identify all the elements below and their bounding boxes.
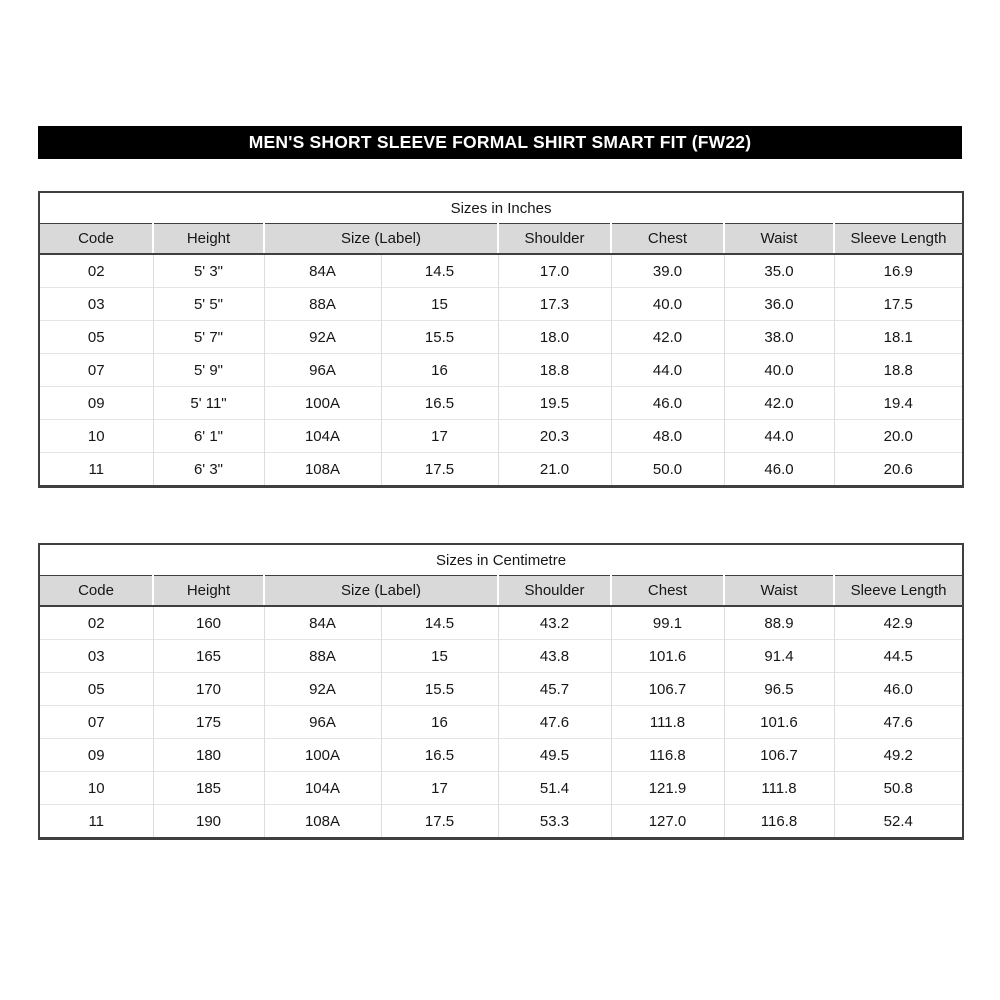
table-cell: 42.9 [834, 606, 963, 640]
page-title: MEN'S SHORT SLEEVE FORMAL SHIRT SMART FIT (FW22) [248, 132, 752, 152]
column-header-waist: Waist [724, 576, 834, 607]
table-cell: 5' 9" [153, 354, 264, 387]
table-row [39, 354, 963, 387]
table-row [39, 288, 963, 321]
table-cell: 101.6 [611, 640, 724, 673]
table-row [39, 739, 963, 772]
table-cell: 5' 11" [153, 387, 264, 420]
table-cell: 104A [264, 772, 381, 805]
column-header-sleeve-length: Sleeve Length [834, 576, 963, 607]
table-row [39, 673, 963, 706]
column-header-shoulder: Shoulder [498, 224, 611, 255]
table-cell: 88A [264, 640, 381, 673]
column-header-shoulder: Shoulder [498, 576, 611, 607]
table-cell: 44.0 [611, 354, 724, 387]
table-cell: 46.0 [724, 453, 834, 487]
column-header-code: Code [39, 224, 153, 255]
table-row [39, 772, 963, 805]
table-cell: 09 [39, 739, 153, 772]
table-cell: 17.5 [381, 453, 498, 487]
table-cell: 96A [264, 354, 381, 387]
table-row [39, 420, 963, 453]
table-cell: 17.0 [498, 254, 611, 288]
table-cell: 44.0 [724, 420, 834, 453]
table-header-row [39, 576, 963, 607]
table-cell: 52.4 [834, 805, 963, 839]
table-caption-row [39, 544, 963, 576]
table-cell: 16 [381, 354, 498, 387]
table-cell: 50.8 [834, 772, 963, 805]
table-cell: 84A [264, 254, 381, 288]
table-cell: 160 [153, 606, 264, 640]
table-row [39, 254, 963, 288]
table-cell: 100A [264, 739, 381, 772]
table-cell: 10 [39, 772, 153, 805]
title-bar [38, 126, 962, 159]
table-cell: 15.5 [381, 673, 498, 706]
table-row [39, 606, 963, 640]
table-cell: 48.0 [611, 420, 724, 453]
table-cell: 49.5 [498, 739, 611, 772]
table-cell: 175 [153, 706, 264, 739]
table-cell: 5' 3" [153, 254, 264, 288]
table-cell: 51.4 [498, 772, 611, 805]
table-row [39, 706, 963, 739]
column-header-size-label: Size (Label) [264, 576, 498, 607]
table-cell: 46.0 [834, 673, 963, 706]
table-cell: 170 [153, 673, 264, 706]
table-cell: 35.0 [724, 254, 834, 288]
column-header-sleeve-length: Sleeve Length [834, 224, 963, 255]
table-cell: 19.4 [834, 387, 963, 420]
table-cell: 19.5 [498, 387, 611, 420]
table-cell: 17.5 [381, 805, 498, 839]
table-cell: 36.0 [724, 288, 834, 321]
table-row [39, 640, 963, 673]
table-cell: 127.0 [611, 805, 724, 839]
table-cell: 185 [153, 772, 264, 805]
table-cell: 106.7 [611, 673, 724, 706]
table-cell: 84A [264, 606, 381, 640]
table-cell: 190 [153, 805, 264, 839]
table-cell: 6' 3" [153, 453, 264, 487]
table-cell: 03 [39, 640, 153, 673]
table-cell: 20.6 [834, 453, 963, 487]
column-header-height: Height [153, 576, 264, 607]
table-cell: 108A [264, 453, 381, 487]
table-cell: 18.8 [498, 354, 611, 387]
table-row [39, 453, 963, 487]
table-cell: 99.1 [611, 606, 724, 640]
table-cell: 18.8 [834, 354, 963, 387]
table-cell: 44.5 [834, 640, 963, 673]
table-caption-row [39, 192, 963, 224]
table-cell: 17.3 [498, 288, 611, 321]
table-cell: 104A [264, 420, 381, 453]
table-cell: 05 [39, 673, 153, 706]
column-header-height: Height [153, 224, 264, 255]
table-cell: 121.9 [611, 772, 724, 805]
table-caption: Sizes in Inches [39, 192, 963, 224]
table-cell: 45.7 [498, 673, 611, 706]
table-cell: 47.6 [498, 706, 611, 739]
table-cell: 43.2 [498, 606, 611, 640]
column-header-chest: Chest [611, 224, 724, 255]
table-cell: 15.5 [381, 321, 498, 354]
table-cell: 16.5 [381, 739, 498, 772]
table-row [39, 805, 963, 839]
table-cell: 40.0 [724, 354, 834, 387]
table-row [39, 321, 963, 354]
table-body-inches [39, 254, 963, 487]
table-cell: 38.0 [724, 321, 834, 354]
table-cell: 17.5 [834, 288, 963, 321]
table-cell: 91.4 [724, 640, 834, 673]
table-cell: 46.0 [611, 387, 724, 420]
sizes-in-centimetre-table [38, 543, 964, 840]
table-cell: 20.0 [834, 420, 963, 453]
table-cell: 11 [39, 805, 153, 839]
table-cell: 49.2 [834, 739, 963, 772]
table-cell: 92A [264, 673, 381, 706]
table-cell: 39.0 [611, 254, 724, 288]
table-cell: 16.5 [381, 387, 498, 420]
table-cell: 53.3 [498, 805, 611, 839]
table-cell: 47.6 [834, 706, 963, 739]
table-cell: 42.0 [611, 321, 724, 354]
table-cell: 108A [264, 805, 381, 839]
table-cell: 111.8 [611, 706, 724, 739]
table-cell: 116.8 [611, 739, 724, 772]
table-cell: 02 [87, 262, 105, 280]
table-cell: 09 [39, 387, 153, 420]
table-cell: 42.0 [724, 387, 834, 420]
table-cell: 100A [264, 387, 381, 420]
table-cell: 17 [381, 420, 498, 453]
sizes-in-inches-table [38, 191, 964, 488]
table-cell: 5' 7" [153, 321, 264, 354]
table-cell: 11 [39, 453, 153, 487]
table-cell: 21.0 [498, 453, 611, 487]
table-row [39, 387, 963, 420]
column-header-code: Code [39, 576, 153, 607]
table-cell: 96A [264, 706, 381, 739]
table-cell: 106.7 [724, 739, 834, 772]
table-cell: 6' 1" [153, 420, 264, 453]
table-cell: 07 [39, 706, 153, 739]
table-cell: 116.8 [724, 805, 834, 839]
table-cell: 18.1 [834, 321, 963, 354]
table-cell: 03 [39, 288, 153, 321]
table-cell: 16.9 [834, 254, 963, 288]
table-cell: 165 [153, 640, 264, 673]
table-cell: 07 [39, 354, 153, 387]
table-cell: 111.8 [724, 772, 834, 805]
table-cell: 05 [39, 321, 153, 354]
table-cell: 14.5 [381, 606, 498, 640]
table-cell: 18.0 [498, 321, 611, 354]
column-header-chest: Chest [611, 576, 724, 607]
table-cell: 02 [87, 614, 105, 632]
table-cell: 17 [381, 772, 498, 805]
table-cell: 40.0 [611, 288, 724, 321]
table-cell: 88A [264, 288, 381, 321]
table-cell: 16 [381, 706, 498, 739]
table-cell: 180 [153, 739, 264, 772]
table-cell: 96.5 [724, 673, 834, 706]
table-cell: 15 [381, 288, 498, 321]
table-cell: 50.0 [611, 453, 724, 487]
table-cell: 101.6 [724, 706, 834, 739]
column-header-size-label: Size (Label) [264, 224, 498, 255]
table-cell: 5' 5" [153, 288, 264, 321]
table-cell: 88.9 [724, 606, 834, 640]
table-cell: 92A [264, 321, 381, 354]
table-cell: 15 [381, 640, 498, 673]
column-header-waist: Waist [724, 224, 834, 255]
table-body-centimetre [39, 606, 963, 839]
table-caption: Sizes in Centimetre [39, 544, 963, 576]
table-header-row [39, 224, 963, 255]
table-cell: 43.8 [498, 640, 611, 673]
table-cell: 20.3 [498, 420, 611, 453]
table-cell: 10 [39, 420, 153, 453]
table-cell: 14.5 [381, 254, 498, 288]
